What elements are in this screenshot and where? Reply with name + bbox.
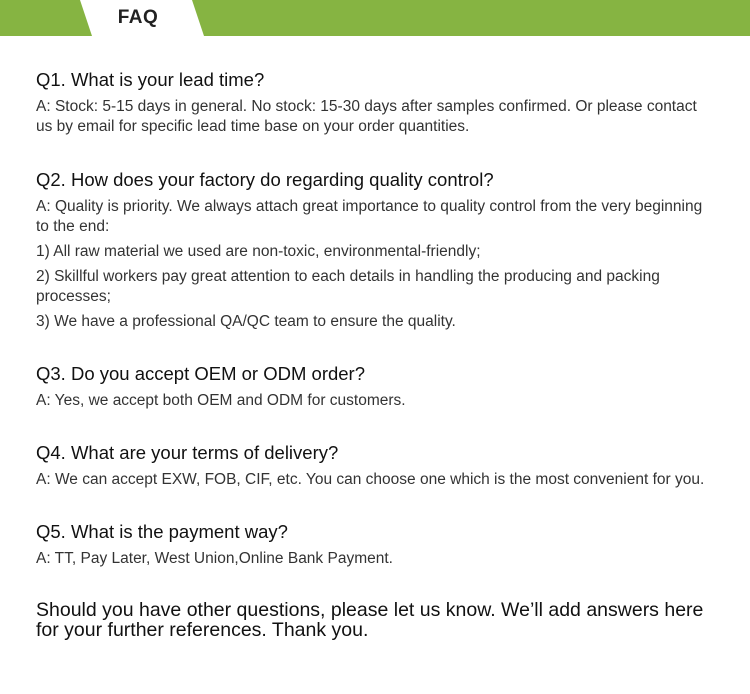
answer-quality-control: A: Quality is priority. We always attach great importance to quality control from the very beginning to the end: <box>36 198 703 235</box>
answer-payment: A: TT, Pay Later, West Union,Online Bank Payment. <box>36 550 393 567</box>
faq-content <box>36 68 716 640</box>
closing-note: Should you have other questions, please let us know. We’ll add answers here for your further references. Thank you. <box>36 599 704 641</box>
list-item: 2) Skillful workers pay great attention to each details in handling the producing and packing processes; <box>36 268 660 305</box>
header-left-bar <box>0 0 92 36</box>
faq-item-payment <box>36 520 716 569</box>
list-item: 3) We have a professional QA/QC team to ensure the quality. <box>36 313 456 330</box>
faq-title: FAQ <box>117 7 159 28</box>
faq-item-delivery-terms <box>36 441 716 490</box>
faq-item-quality-control <box>36 168 716 332</box>
faq-item-oem-odm <box>36 362 716 411</box>
faq-header-banner <box>0 0 750 36</box>
question-payment: Q5. What is the payment way? <box>36 521 288 542</box>
question-delivery-terms: Q4. What are your terms of delivery? <box>36 442 339 463</box>
faq-item-lead-time <box>36 68 716 137</box>
list-item: 1) All raw material we used are non-toxic, environmental-friendly; <box>36 243 481 260</box>
header-right-bar <box>192 0 750 36</box>
answer-lead-time: A: Stock: 5-15 days in general. No stock: 15-30 days after samples confirmed. Or please contact us by email for specific lead time base on your order quantities. <box>36 98 697 135</box>
question-oem-odm: Q3. Do you accept OEM or ODM order? <box>36 363 366 384</box>
answer-delivery-terms: A: We can accept EXW, FOB, CIF, etc. You can choose one which is the most convenient for you. <box>36 471 705 488</box>
question-quality-control: Q2. How does your factory do regarding quality control? <box>36 169 494 190</box>
answer-oem-odm: A: Yes, we accept both OEM and ODM for customers. <box>36 392 406 409</box>
question-lead-time: Q1. What is your lead time? <box>36 69 265 90</box>
